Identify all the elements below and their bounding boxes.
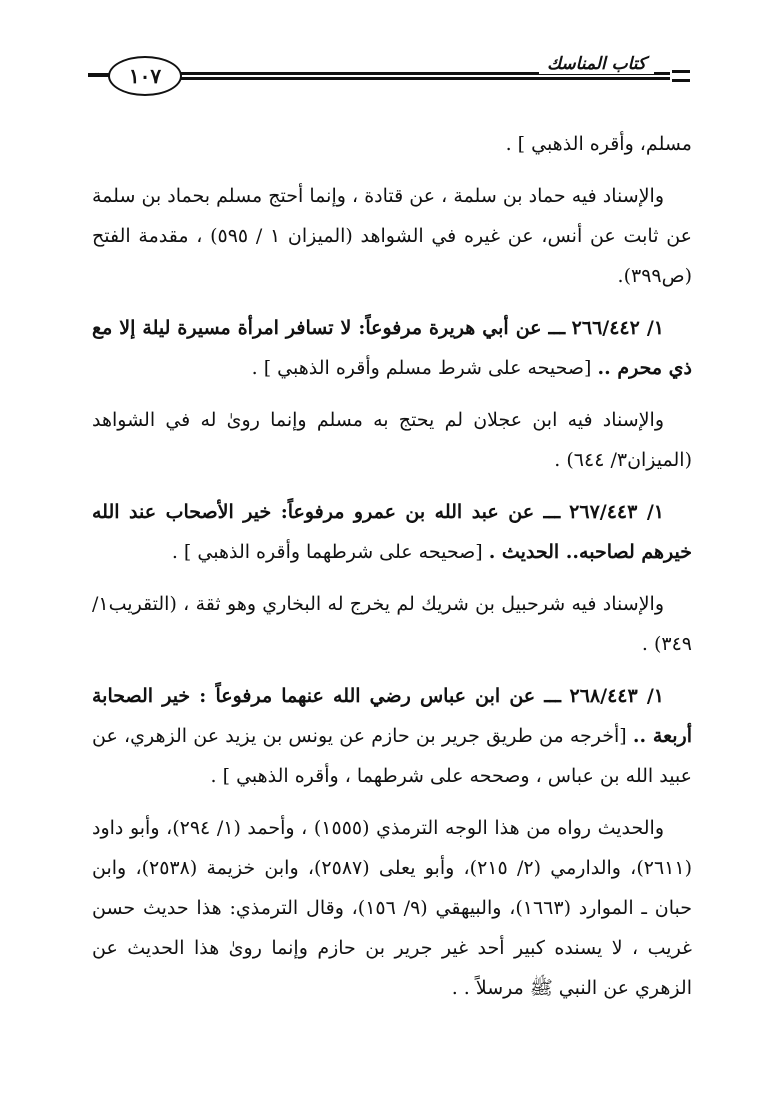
- hadith-text: ـــ عن ابن عباس رضي الله عنهما مرفوعاً : خير الصحابة أربعة ..: [92, 685, 692, 747]
- hadith-number: ١/ ٢٦٧/٤٤٣: [569, 501, 664, 523]
- page-number-badge: [108, 56, 182, 96]
- hadith-verdict: [صحيحه على شرطهما وأقره الذهبي ] .: [171, 541, 489, 563]
- hadith-text: ـــ عن أبي هريرة مرفوعاً: لا تسافر امرأة مسيرة ليلة إلا مع ذي محرم ..: [92, 317, 692, 379]
- hadith-entry: [92, 308, 692, 388]
- hadith-entry: [92, 492, 692, 572]
- book-title: كتاب المناسك: [539, 54, 654, 74]
- hadith-text: ـــ عن عبد الله بن عمرو مرفوعاً: خير الأصحاب عند الله خيرهم لصاحبه.. الحديث .: [92, 501, 692, 563]
- paragraph: والإسناد فيه ابن عجلان لم يحتج به مسلم وإنما روىٰ له في الشواهد (الميزان٣/ ٦٤٤) .: [92, 409, 692, 471]
- hadith-verdict: [صحيحه على شرط مسلم وأقره الذهبي ] .: [251, 357, 598, 379]
- header-rule-mark: [672, 70, 690, 82]
- page-number: ١٠٧: [128, 64, 162, 88]
- paragraph: والإسناد فيه حماد بن سلمة ، عن قتادة ، وإنما أحتج مسلم بحماد بن سلمة عن ثابت عن أنس، عن غيره في الشواهد (الميزان ١ / ٥٩٥) ، مقدمة الفتح (ص٣٩٩).: [92, 185, 693, 287]
- hadith-verdict: [أخرجه من طريق جرير بن حازم عن يونس بن يزيد عن الزهري، عن عبيد الله بن عباس ، وصححه على شرطهما ، وأقره الذهبي ] .: [92, 725, 692, 787]
- page-body: [92, 124, 692, 1020]
- paragraph: والحديث رواه من هذا الوجه الترمذي (١٥٥٥) ، وأحمد (١/ ٢٩٤)، وأبو داود (٢٦١١)، والدارمي (٢/ ٢١٥)، وأبو يعلى (٢٥٨٧)، وابن خزيمة (٢٥٣٨)، وابن حبان ـ الموارد (١٦٦٣)، والبيهقي (٩/ ١٥٦)، وقال الترمذي: هذا حديث حسن غريب ، لا يسنده كبير أحد غير جرير بن حازم وإنما روىٰ هذا الحديث عن الزهري عن النبي ﷺ مرسلاً . .: [92, 817, 692, 999]
- hadith-number: ١/ ٢٦٨/٤٤٣: [569, 685, 664, 707]
- page-header: [88, 52, 690, 96]
- paragraph: والإسناد فيه شرحبيل بن شريك لم يخرج له البخاري وهو ثقة ، (التقريب١/ ٣٤٩) .: [92, 593, 692, 655]
- paragraph: مسلم، وأقره الذهبي ] .: [505, 133, 692, 155]
- hadith-entry: [92, 676, 692, 796]
- hadith-number: ١/ ٢٦٦/٤٤٢: [571, 317, 664, 339]
